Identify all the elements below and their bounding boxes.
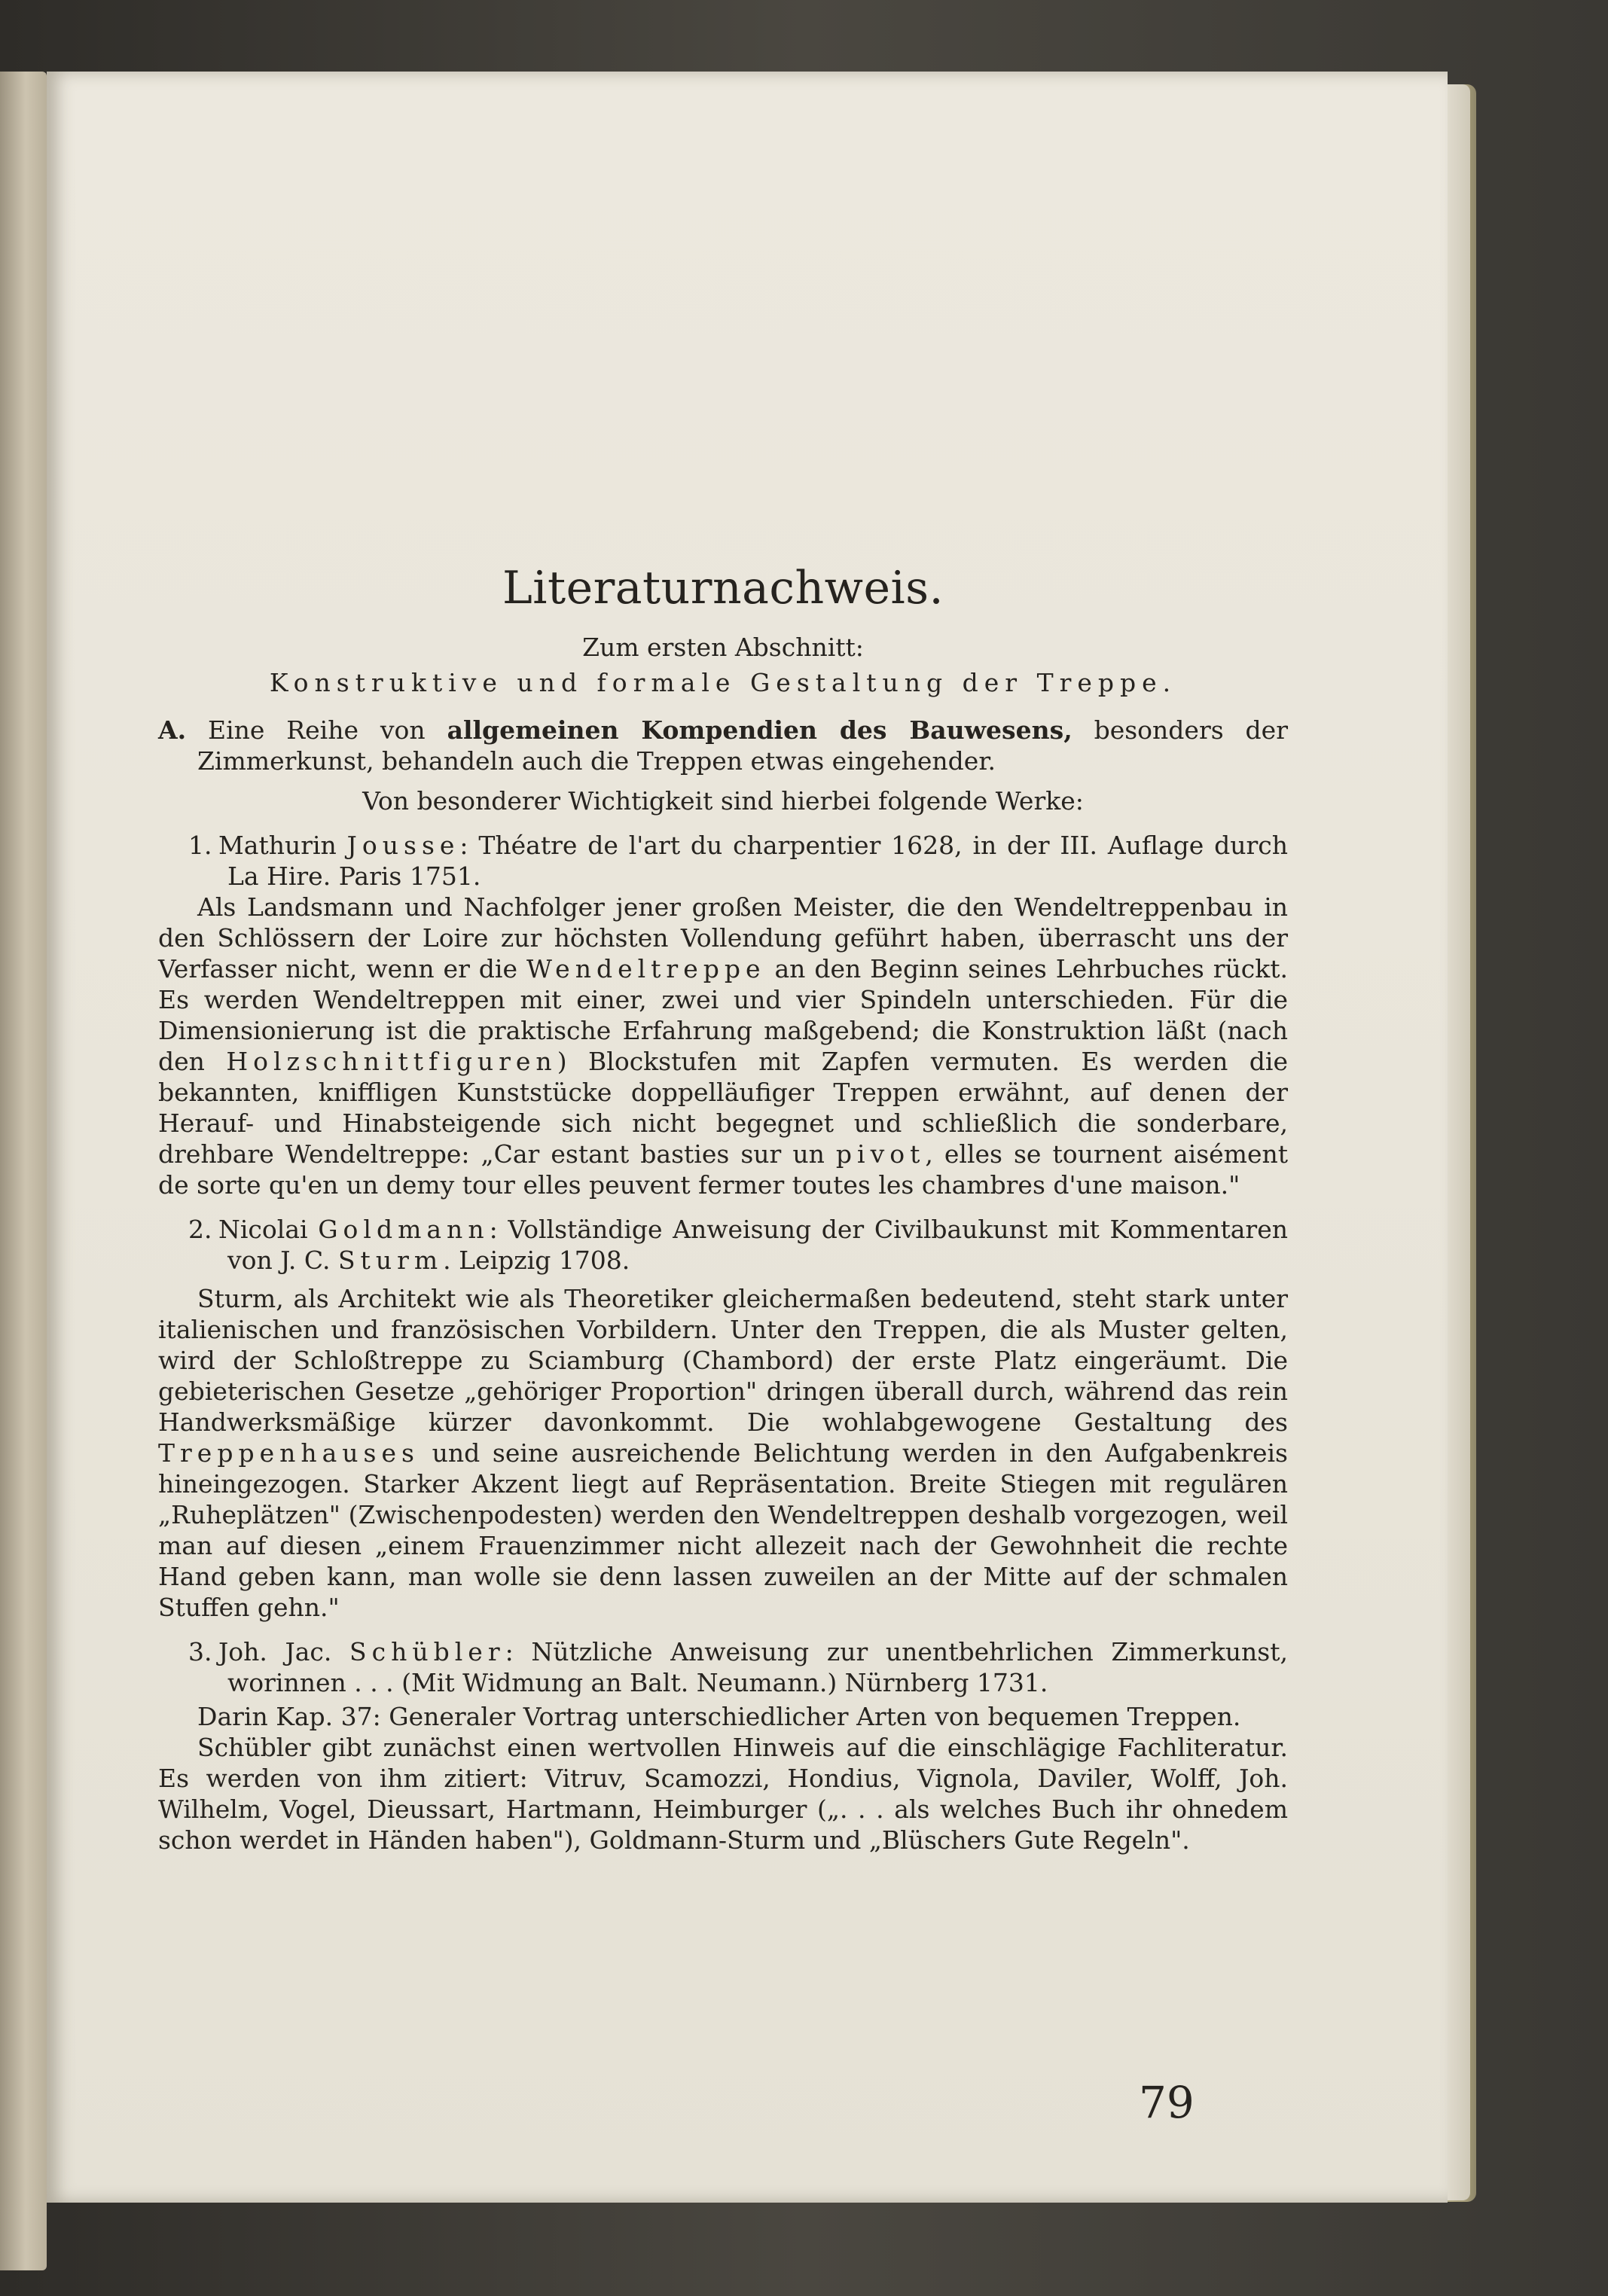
section-subtitle: Zum ersten Abschnitt:: [582, 633, 864, 662]
text-run: . Leipzig 1708.: [443, 1246, 630, 1275]
spaced-emphasis: Holzschnittfiguren: [226, 1047, 557, 1076]
entry-1-citation: [158, 830, 1288, 892]
entry-author-first: Joh. Jac.: [218, 1637, 332, 1666]
entry-2-commentary: [158, 1283, 1288, 1623]
page-number: 79: [1139, 2077, 1195, 2128]
section-a-paragraph: [158, 715, 1288, 776]
entry-3-commentary: Schübler gibt zunächst einen wertvollen Hinweis auf die einschlägige Fachliteratur. Es werden von ihm zitiert: Vitruv, Scamozzi, Hondius, Vignola, Daviler, Wolff, Joh. Wilhelm, Vogel, Dieussart, Hartmann, Heimburger („. . . als welches Buch ihr ohnedem schon werdet in Händen haben"), Goldmann-Sturm und „Blüschers Gute Regeln".: [158, 1733, 1288, 1855]
entry-citation: : Théatre de l'art du charpentier 1628, in der III. Auflage durch La Hire. Paris 1751.: [227, 831, 1288, 891]
intro-line: Von besonderer Wichtigkeit sind hierbei folgende Werke:: [362, 786, 1084, 816]
entry-author-first: Nicolai: [218, 1215, 308, 1244]
section-a-before: Eine Reihe von: [207, 715, 426, 745]
entry-author: Schübler: [349, 1637, 505, 1666]
spaced-emphasis: Treppenhauses: [158, 1438, 420, 1468]
text-run: : Vollständige Anweisung der Civilbaukunst mit Kommentaren von J. C.: [227, 1215, 1288, 1275]
entry-author: Jousse: [346, 831, 460, 860]
text-run: , elles se tournent aisément de sorte qu'en un demy tour elles peuvent fermer toutes les chambres d'une maison.": [158, 1139, 1289, 1200]
entry-2-citation: [158, 1214, 1288, 1276]
spaced-emphasis: pivot: [835, 1139, 926, 1169]
entry-author: Goldmann: [318, 1215, 490, 1244]
text-run: ) Blockstufen mit Zapfen vermuten. Es werden die bekannten, kniffligen Kunststücke doppelläufiger Treppen erwähnt, auf denen der Herauf- und Hinabsteigende sich nicht begegnet und schließlich die sonderbare, drehbare Wendeltreppe: „Car estant basties sur un: [158, 1047, 1288, 1169]
text-run: an den Beginn seines Lehrbuches rückt. Es werden Wendeltreppen mit einer, zwei und vier Spindeln unterschieden. Für die Dimensionierung ist die praktische Erfahrung maßgebend; die Konstruktion läßt (nach den: [158, 954, 1288, 1076]
spaced-emphasis: Sturm: [337, 1246, 444, 1275]
section-a-after: besonders der Zimmerkunst, behandeln auch die Treppen etwas eingehender.: [197, 715, 1288, 776]
text-run: Als Landsmann und Nachfolger jener großen Meister, die den Wendeltreppenbau in den Schlössern der Loire zur höchsten Vollendung geführt haben, überrascht uns der Verfasser nicht, wenn er die: [158, 892, 1288, 983]
spaced-emphasis: Wendeltreppe: [526, 954, 766, 983]
section-a-bold: allgemeinen Kompendien des Bauwesens,: [447, 715, 1073, 745]
entry-3-citation: [158, 1636, 1288, 1698]
section-a-label: A.: [158, 715, 187, 745]
entry-1-commentary: [158, 892, 1288, 1200]
entry-citation: : Nützliche Anweisung zur unentbehrlichen Zimmerkunst, worinnen . . . (Mit Widmung an Balt. Neumann.) Nürnberg 1731.: [227, 1637, 1288, 1697]
facing-page-edge: [0, 72, 47, 2270]
entry-3-note: Darin Kap. 37: Generaler Vortrag unterschiedlicher Arten von bequemen Treppen.: [197, 1702, 1241, 1731]
section-heading: Konstruktive und formale Gestaltung der Treppe.: [269, 668, 1177, 697]
entry-number: 3.: [188, 1637, 212, 1666]
entry-number: 1.: [188, 831, 212, 860]
book-page: [47, 72, 1448, 2203]
page-title: Literaturnachweis.: [502, 562, 944, 614]
text-run: und seine ausreichende Belichtung werden in den Aufgabenkreis hineingezogen. Starker Akzent liegt auf Repräsentation. Breite Stiegen mit regulären „Ruheplätzen" (Zwischenpodesten) werden den Wendeltreppen deshalb vorgezogen, weil man auf diesen „einem Frauenzimmer nicht allezeit nach der Gewohnheit die rechte Hand geben kann, man wolle sie denn lassen zuweilen an der Mitte auf der schmalen Stuffen gehn.": [158, 1438, 1288, 1622]
page-content: [158, 493, 1288, 1855]
text-run: Sturm, als Architekt wie als Theoretiker gleichermaßen bedeutend, steht stark unter italienischen und französischen Vorbildern. Unter den Treppen, die als Muster gelten, wird der Schloßtreppe zu Sciamburg (Chambord) der erste Platz eingeräumt. Die gebieterischen Gesetze „gehöriger Proportion" dringen überall durch, während das rein Handwerksmäßige kürzer davonkommt. Die wohlabgewogene Gestaltung des: [158, 1284, 1288, 1437]
entry-author-first: Mathurin: [218, 831, 337, 860]
entry-number: 2.: [188, 1215, 212, 1244]
